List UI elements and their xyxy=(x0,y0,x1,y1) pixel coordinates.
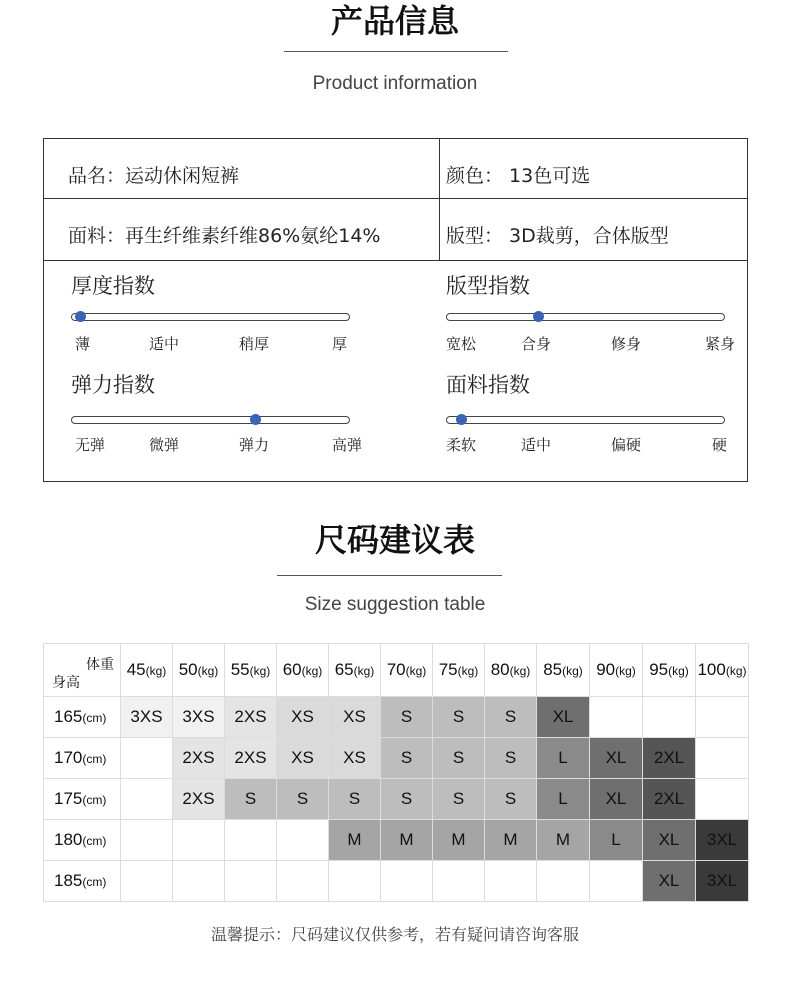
table-row xyxy=(44,697,749,738)
size-cell: 2XS xyxy=(225,738,277,779)
size-cell: S xyxy=(381,779,433,820)
size-cell xyxy=(121,779,173,820)
index-track xyxy=(71,416,350,424)
size-cell: XS xyxy=(329,697,381,738)
size-cell: S xyxy=(433,738,485,779)
index-track xyxy=(71,313,350,321)
product-color: 颜色： 13色可选 xyxy=(446,165,591,187)
weight-header-cell xyxy=(329,644,381,697)
size-table xyxy=(43,643,749,902)
row-divider xyxy=(44,260,747,261)
size-cell xyxy=(121,861,173,902)
size-cell: S xyxy=(277,779,329,820)
index-marker xyxy=(533,311,544,322)
index-level: 高弹 xyxy=(332,436,363,454)
size-cell: 2XS xyxy=(225,697,277,738)
size-cell: S xyxy=(329,779,381,820)
height-unit: (cm) xyxy=(82,875,107,889)
table-row xyxy=(44,779,749,820)
table-corner xyxy=(44,644,121,697)
size-cell: S xyxy=(433,779,485,820)
weight-unit: (kg) xyxy=(145,664,167,678)
weight-unit: (kg) xyxy=(509,664,531,678)
size-cell: 2XL xyxy=(643,738,696,779)
height-value: 175 xyxy=(54,789,83,808)
index-level: 合身 xyxy=(521,335,552,353)
weight-value: 95 xyxy=(649,660,669,679)
index-marker xyxy=(250,414,261,425)
index-level: 无弹 xyxy=(75,436,106,454)
size-cell: S xyxy=(381,738,433,779)
size-table-subtitle: Size suggestion table xyxy=(304,594,486,615)
size-cell xyxy=(643,697,696,738)
height-value: 170 xyxy=(54,748,83,767)
index-title: 版型指数 xyxy=(446,274,530,298)
title-divider xyxy=(277,575,502,576)
table-row xyxy=(44,738,749,779)
size-cell: M xyxy=(433,820,485,861)
index-level: 厚 xyxy=(332,335,348,353)
index-level: 薄 xyxy=(75,335,91,353)
weight-value: 80 xyxy=(490,660,510,679)
weight-unit: (kg) xyxy=(725,664,747,678)
size-cell xyxy=(485,861,537,902)
size-cell: 3XL xyxy=(696,820,749,861)
size-cell xyxy=(225,861,277,902)
size-cell: M xyxy=(537,820,590,861)
height-value: 180 xyxy=(54,830,83,849)
height-value: 165 xyxy=(54,707,83,726)
index-level: 柔软 xyxy=(446,436,477,454)
size-cell xyxy=(696,738,749,779)
height-header: 身高 xyxy=(52,675,80,691)
weight-header-cell xyxy=(590,644,643,697)
weight-header-cell xyxy=(643,644,696,697)
index-level: 稍厚 xyxy=(239,335,270,353)
size-cell: XL xyxy=(643,861,696,902)
size-cell xyxy=(121,738,173,779)
weight-header-cell xyxy=(537,644,590,697)
size-cell xyxy=(590,861,643,902)
index-level: 弹力 xyxy=(239,436,270,454)
height-cell xyxy=(44,697,121,738)
weight-value: 70 xyxy=(386,660,406,679)
index-level: 适中 xyxy=(521,436,552,454)
index-level: 硬 xyxy=(712,436,728,454)
size-cell xyxy=(537,861,590,902)
index-marker xyxy=(75,311,86,322)
height-unit: (cm) xyxy=(82,834,107,848)
row-divider xyxy=(44,198,747,199)
height-unit: (cm) xyxy=(82,711,107,725)
table-header-row xyxy=(44,644,749,697)
index-track xyxy=(446,416,725,424)
weight-unit: (kg) xyxy=(353,664,375,678)
size-cell: 2XS xyxy=(173,738,225,779)
weight-unit: (kg) xyxy=(615,664,636,678)
weight-value: 55 xyxy=(230,660,250,679)
size-cell: 2XS xyxy=(173,779,225,820)
index-level: 适中 xyxy=(149,335,180,353)
size-cell: M xyxy=(381,820,433,861)
weight-header-cell xyxy=(277,644,329,697)
weight-value: 75 xyxy=(438,660,458,679)
table-row xyxy=(44,820,749,861)
weight-header: 体重 xyxy=(86,657,114,673)
size-cell xyxy=(329,861,381,902)
index-level: 宽松 xyxy=(446,335,477,353)
size-cell xyxy=(277,820,329,861)
size-cell: XL xyxy=(590,738,643,779)
height-cell xyxy=(44,820,121,861)
product-info-box xyxy=(43,138,748,482)
size-cell xyxy=(121,820,173,861)
index-level: 微弹 xyxy=(149,436,180,454)
size-cell: 3XS xyxy=(121,697,173,738)
product-fabric: 面料：再生纤维素纤维86%氨纶14% xyxy=(68,225,381,247)
weight-header-cell xyxy=(121,644,173,697)
size-cell xyxy=(696,779,749,820)
weight-header-cell xyxy=(381,644,433,697)
title-divider xyxy=(284,51,508,52)
column-divider xyxy=(439,139,440,260)
size-cell: XL xyxy=(590,779,643,820)
size-cell xyxy=(173,861,225,902)
weight-unit: (kg) xyxy=(562,664,583,678)
size-cell: L xyxy=(537,779,590,820)
weight-value: 45 xyxy=(126,660,146,679)
weight-value: 60 xyxy=(282,660,302,679)
size-cell: S xyxy=(485,779,537,820)
size-cell xyxy=(696,697,749,738)
height-cell xyxy=(44,861,121,902)
index-title: 厚度指数 xyxy=(71,274,155,298)
index-track xyxy=(446,313,725,321)
product-fit: 版型： 3D裁剪，合体版型 xyxy=(446,225,669,247)
product-info-subtitle: Product information xyxy=(312,73,478,94)
weight-value: 90 xyxy=(596,660,616,679)
product-name: 品名：运动休闲短裤 xyxy=(68,165,240,187)
weight-header-cell xyxy=(225,644,277,697)
size-cell: L xyxy=(590,820,643,861)
size-cell: L xyxy=(537,738,590,779)
size-cell: 2XL xyxy=(643,779,696,820)
weight-header-cell xyxy=(696,644,749,697)
size-cell: S xyxy=(225,779,277,820)
index-level: 偏硬 xyxy=(611,436,642,454)
size-cell xyxy=(433,861,485,902)
size-cell: S xyxy=(485,697,537,738)
weight-unit: (kg) xyxy=(197,664,219,678)
weight-value: 50 xyxy=(178,660,198,679)
size-cell: M xyxy=(329,820,381,861)
size-cell: XL xyxy=(537,697,590,738)
size-cell xyxy=(381,861,433,902)
size-cell xyxy=(225,820,277,861)
index-level: 紧身 xyxy=(705,335,736,353)
table-row xyxy=(44,861,749,902)
size-cell: XS xyxy=(277,738,329,779)
size-cell: 3XL xyxy=(696,861,749,902)
size-cell: XS xyxy=(277,697,329,738)
weight-unit: (kg) xyxy=(457,664,479,678)
size-table-title: 尺码建议表 xyxy=(314,521,475,559)
height-value: 185 xyxy=(54,871,83,890)
size-cell xyxy=(173,820,225,861)
size-tip: 温馨提示：尺码建议仅供参考，若有疑问请咨询客服 xyxy=(210,925,579,944)
product-info-title: 产品信息 xyxy=(330,2,459,40)
index-level: 修身 xyxy=(611,335,642,353)
weight-unit: (kg) xyxy=(249,664,271,678)
weight-value: 65 xyxy=(334,660,354,679)
weight-unit: (kg) xyxy=(301,664,323,678)
weight-value: 100 xyxy=(697,660,726,679)
weight-unit: (kg) xyxy=(668,664,689,678)
index-title: 面料指数 xyxy=(446,373,530,397)
weight-unit: (kg) xyxy=(405,664,427,678)
weight-header-cell xyxy=(485,644,537,697)
height-cell xyxy=(44,738,121,779)
height-cell xyxy=(44,779,121,820)
size-cell: M xyxy=(485,820,537,861)
size-cell: 3XS xyxy=(173,697,225,738)
weight-header-cell xyxy=(173,644,225,697)
size-cell: S xyxy=(485,738,537,779)
size-cell xyxy=(590,697,643,738)
size-cell xyxy=(277,861,329,902)
size-cell: S xyxy=(433,697,485,738)
index-title: 弹力指数 xyxy=(71,373,155,397)
index-marker xyxy=(456,414,467,425)
size-cell: XL xyxy=(643,820,696,861)
weight-value: 85 xyxy=(543,660,563,679)
size-cell: S xyxy=(381,697,433,738)
height-unit: (cm) xyxy=(82,793,107,807)
weight-header-cell xyxy=(433,644,485,697)
height-unit: (cm) xyxy=(82,752,107,766)
size-cell: XS xyxy=(329,738,381,779)
